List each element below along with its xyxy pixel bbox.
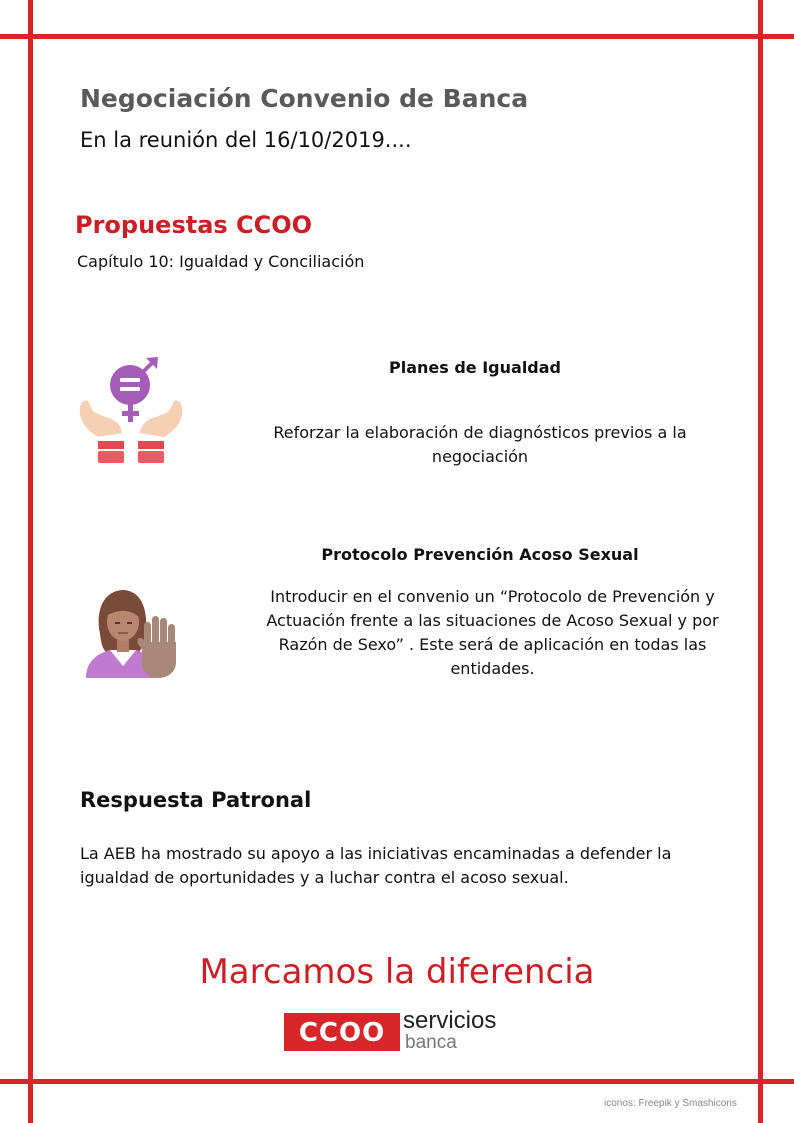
chapter-label: Capítulo 10: Igualdad y Conciliación [77, 252, 365, 271]
page-subtitle: En la reunión del 16/10/2019.... [80, 128, 412, 152]
slogan: Marcamos la diferencia [199, 952, 595, 992]
hands-gender-equality-icon [76, 355, 186, 467]
logo-banca-text: banca [405, 1032, 457, 1053]
icon-credits: iconos: Freepik y Smashicons [604, 1098, 737, 1109]
response-heading: Respuesta Patronal [80, 788, 312, 812]
woman-stop-hand-icon [84, 586, 178, 678]
response-text: La AEB ha mostrado su apoyo a las iniciativas encaminadas a defender la igualdad de oportunidades y a luchar contra el acoso sexual. [80, 844, 672, 887]
section-text-harassment-protocol: Introducir en el convenio un “Protocolo de Prevención y Actuación frente a las situaciones de Acoso Sexual y por Razón de Sexo” . Este será de aplicación en todas las entidades. [266, 587, 719, 678]
page-title: Negociación Convenio de Banca [80, 84, 529, 113]
bottom-border-line [0, 1079, 794, 1084]
logo-red-box [284, 1013, 400, 1051]
proposals-heading: Propuestas CCOO [75, 211, 313, 239]
ccoo-servicios-banca-logo [284, 1007, 524, 1053]
section-title-equality-plans: Planes de Igualdad [389, 358, 561, 377]
section-title-harassment-protocol: Protocolo Prevención Acoso Sexual [321, 545, 639, 564]
section-text-equality-plans: Reforzar la elaboración de diagnósticos previos a la negociación [273, 423, 687, 466]
logo-servicios-text: servicios [403, 1007, 497, 1034]
top-border-line [0, 34, 794, 39]
logo-box-text: CCOO [298, 1018, 386, 1048]
